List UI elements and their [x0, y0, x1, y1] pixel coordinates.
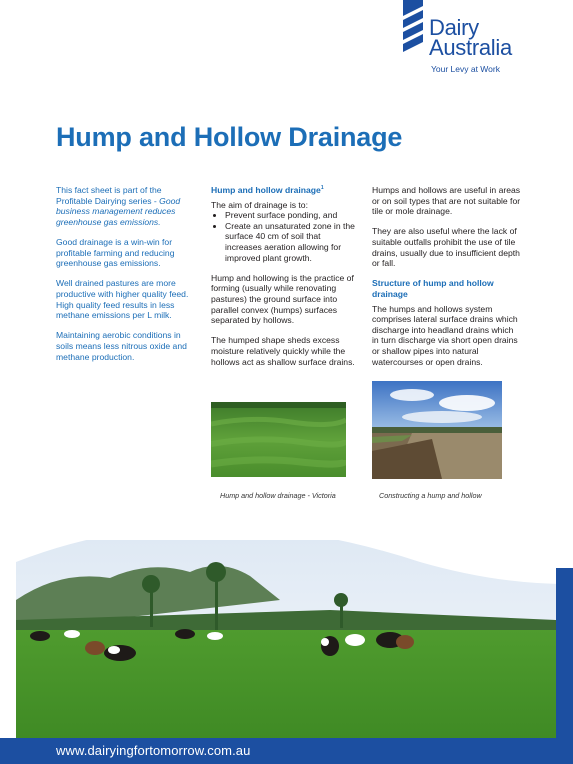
- content-column-2: [211, 185, 359, 377]
- intro-sidebar: [56, 185, 196, 372]
- col2-paragraph-2: Hump and hollowing is the practice of forming (usually while renovating pastures) the ground surface into parallel convex (humps) surfaces separated by hollows.: [211, 272, 354, 326]
- construction-photo: [372, 381, 502, 479]
- logo-word-australia: Australia: [429, 35, 512, 60]
- logo-tagline: Your Levy at Work: [431, 64, 500, 74]
- logo-wordmark: [429, 15, 512, 60]
- col2-paragraph-3: The humped shape sheds excess moisture relatively quickly while the hollows act as shallow surface drains.: [211, 335, 355, 367]
- construction-photo-image: [372, 381, 502, 479]
- col3-paragraph-2: They are also useful where the lack of suitable outfalls prohibit the use of tile drains, usually due to insufficient depth or fall.: [372, 226, 520, 269]
- pasture-photo-image: [211, 402, 346, 477]
- caption-line: Constructing a hump and hollow: [379, 491, 482, 500]
- caption-line: Hump and hollow drainage - Victoria: [220, 491, 336, 500]
- footnote-marker: 1: [320, 185, 324, 192]
- aim-bullet-list: [211, 210, 359, 263]
- footer-website-link[interactable]: www.dairyingfortomorrow.com.au: [56, 743, 251, 758]
- col3-paragraph-3: The humps and hollows system comprises lateral surface drains which discharge into headland drains which in turn discharge via short open drains or shallow pipes into natural watercourses or open drains.: [372, 303, 518, 367]
- col3-paragraph-1: Humps and hollows are useful in areas or on soil types that are not suitable for tile or mole drainage.: [372, 185, 521, 217]
- sidebar-paragraph-2: Good drainage is a win-win for profitable farming and reducing greenhouse gas emissions.: [56, 236, 175, 269]
- dairy-australia-logo-mark-icon: [401, 0, 425, 60]
- pasture-drainage-photo: [211, 402, 346, 477]
- aim-bullet-item: • Prevent surface ponding, and: [225, 210, 359, 221]
- page-title: Hump and Hollow Drainage: [56, 122, 403, 152]
- sidebar-p1-series-title: Good business management reduces greenhouse gas emissions.: [56, 195, 181, 227]
- sidebar-paragraph-1: [56, 185, 196, 227]
- aim-bullet-item: • Create an unsaturated zone in the surface 40 cm of soil that increases aeration allowing for improved plant growth.: [225, 221, 359, 263]
- dairy-farm-banner-image: [0, 500, 573, 740]
- section-heading-text: Hump and hollow drainage: [211, 185, 321, 195]
- logo-word-dairy: Dairy: [429, 15, 479, 40]
- content-column-3: [372, 185, 522, 377]
- section-heading-hump-hollow: [211, 185, 359, 196]
- sidebar-paragraph-4: Maintaining aerobic conditions in soils means less nitrous oxide and methane production.: [56, 330, 187, 362]
- sidebar-paragraph-3: Well drained pastures are more productive with higher quality feed. High quality feed results in less methane emissions per L milk.: [56, 278, 189, 321]
- sidebar-p1-text: This fact sheet is part of the Profitable Dairying series -: [56, 185, 162, 206]
- right-accent-strip: [556, 568, 573, 764]
- aim-intro: The aim of drainage is to:: [211, 199, 308, 210]
- section-heading-structure: Structure of hump and hollow drainage: [372, 278, 494, 299]
- dairy-australia-logo: [401, 0, 573, 80]
